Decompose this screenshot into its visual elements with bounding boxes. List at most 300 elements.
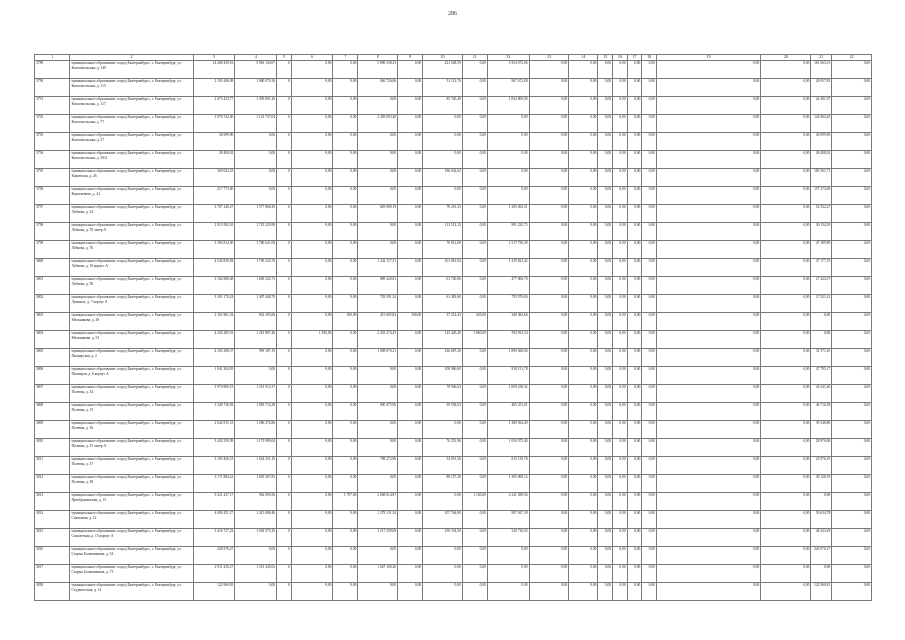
- value-cell: 2 642 815,31: [193, 421, 235, 439]
- value-cell: 0,00: [832, 313, 872, 331]
- value-cell: 0,00: [613, 331, 628, 349]
- value-cell: 369 632,25: [193, 169, 235, 187]
- value-cell: 0,00: [462, 151, 487, 169]
- value-cell: 0,00: [627, 403, 642, 421]
- value-cell: 0: [277, 583, 292, 601]
- value-cell: 0,00: [423, 421, 463, 439]
- value-cell: 0: [277, 403, 292, 421]
- value-cell: 0,00: [462, 439, 487, 457]
- value-cell: 1 242 117,31: [358, 259, 398, 277]
- value-cell: 250 334,50: [423, 529, 463, 547]
- value-cell: 0,00: [627, 385, 642, 403]
- value-cell: 0,00: [627, 331, 642, 349]
- data-table: [34, 54, 872, 601]
- table-row: [35, 475, 872, 493]
- value-cell: 0: [277, 421, 292, 439]
- value-cell: 0,00: [333, 187, 358, 205]
- row-number-cell: 3796: [35, 187, 70, 205]
- value-cell: 300,00: [333, 313, 358, 331]
- table-row: [35, 439, 872, 457]
- value-cell: 186 632,62: [423, 169, 463, 187]
- value-cell: 0,00: [656, 277, 760, 295]
- value-cell: 61 740,86: [423, 277, 463, 295]
- value-cell: 0: [277, 61, 292, 79]
- value-cell: 1 517 730,39: [487, 241, 529, 259]
- value-cell: 0,00: [598, 223, 613, 241]
- value-cell: 0,00: [832, 295, 872, 313]
- value-cell: 4 141 390,94: [487, 493, 529, 511]
- value-cell: 1 780 621,00: [235, 241, 277, 259]
- address-cell: муниципальное образование «город Екатеринбург», г. Екатеринбург, ул. Лобкова, д. 78 литер А: [70, 223, 193, 241]
- row-number-cell: 3806: [35, 367, 70, 385]
- value-cell: 0,00: [613, 367, 628, 385]
- value-cell: 39 346,80: [811, 421, 832, 439]
- value-cell: 0,00: [291, 205, 333, 223]
- value-cell: 0,00: [761, 493, 811, 511]
- value-cell: 0,00: [569, 475, 598, 493]
- value-cell: 5 896 538,23: [358, 61, 398, 79]
- value-cell: 0,00: [398, 133, 423, 151]
- value-cell: 0,00: [569, 133, 598, 151]
- value-cell: 0,00: [529, 583, 569, 601]
- value-cell: 0,00: [529, 529, 569, 547]
- value-cell: 0,00: [529, 493, 569, 511]
- value-cell: 0,00: [462, 79, 487, 97]
- value-cell: 0,00: [462, 115, 487, 133]
- address-cell: муниципальное образование «город Екатеринбург», г. Екатеринбург, ул. Комсомольская, д. 115: [70, 79, 193, 97]
- value-cell: 0,00: [613, 241, 628, 259]
- value-cell: 0,00: [529, 61, 569, 79]
- value-cell: 0: [277, 277, 292, 295]
- value-cell: 0,00: [761, 295, 811, 313]
- value-cell: 0,00: [613, 583, 628, 601]
- value-cell: 0,00: [487, 169, 529, 187]
- value-cell: 842 295,66: [235, 313, 277, 331]
- value-cell: 0,00: [627, 493, 642, 511]
- value-cell: 0,00: [569, 61, 598, 79]
- value-cell: 0,00: [642, 457, 657, 475]
- table-row: [35, 547, 872, 565]
- value-cell: 0,00: [569, 529, 598, 547]
- value-cell: 0,00: [569, 547, 598, 565]
- value-cell: 122 960,81: [193, 583, 235, 601]
- value-cell: 0,00: [423, 133, 463, 151]
- value-cell: 0,00: [358, 421, 398, 439]
- table-body: [35, 61, 872, 601]
- value-cell: 0,00: [656, 97, 760, 115]
- value-cell: 0,00: [333, 277, 358, 295]
- row-number-cell: 3808: [35, 403, 70, 421]
- value-cell: 0,00: [642, 133, 657, 151]
- value-cell: 0,00: [291, 61, 333, 79]
- row-number-cell: 3795: [35, 169, 70, 187]
- value-cell: 0,00: [291, 349, 333, 367]
- value-cell: 0,00: [462, 565, 487, 583]
- value-cell: 0,00: [832, 115, 872, 133]
- value-cell: 46 716,58: [811, 403, 832, 421]
- value-cell: 31 571,45: [811, 349, 832, 367]
- value-cell: 0,00: [627, 349, 642, 367]
- value-cell: 0,00: [642, 529, 657, 547]
- value-cell: 0,00: [487, 565, 529, 583]
- value-cell: 1 140,00: [462, 493, 487, 511]
- value-cell: 0,00: [598, 331, 613, 349]
- table-row: [35, 115, 872, 133]
- page-number: 286: [448, 11, 457, 17]
- value-cell: 415 685,82: [358, 313, 398, 331]
- data-table-container: [34, 54, 872, 601]
- value-cell: 0,00: [291, 421, 333, 439]
- value-cell: 0,00: [398, 61, 423, 79]
- row-number-cell: 3816: [35, 547, 70, 565]
- value-cell: 0,00: [398, 493, 423, 511]
- value-cell: 0: [277, 547, 292, 565]
- value-cell: 0,00: [642, 97, 657, 115]
- value-cell: 112 512,12: [423, 223, 463, 241]
- table-row: [35, 187, 872, 205]
- table-row: [35, 403, 872, 421]
- value-cell: 0,00: [529, 115, 569, 133]
- value-cell: 0,00: [613, 439, 628, 457]
- value-cell: 0,00: [423, 547, 463, 565]
- value-cell: 800 475,96: [358, 403, 398, 421]
- value-cell: 0,00: [832, 79, 872, 97]
- row-number-cell: 3817: [35, 565, 70, 583]
- value-cell: 0,00: [291, 403, 333, 421]
- value-cell: 47 795,17: [811, 367, 832, 385]
- value-cell: 0,00: [613, 565, 628, 583]
- value-cell: 50 654,78: [811, 511, 832, 529]
- value-cell: 962 090,56: [235, 493, 277, 511]
- value-cell: 0,00: [832, 511, 872, 529]
- value-cell: 0: [277, 385, 292, 403]
- address-cell: муниципальное образование «город Екатеринбург», г. Екатеринбург, ул. Самолетная, д. 15 корпус А: [70, 529, 193, 547]
- value-cell: 477 006,70: [487, 277, 529, 295]
- table-row: [35, 169, 872, 187]
- value-cell: 0,00: [627, 151, 642, 169]
- value-cell: 0,00: [656, 385, 760, 403]
- value-cell: 28 970,00: [811, 439, 832, 457]
- value-cell: 0,00: [656, 565, 760, 583]
- value-cell: 0,00: [761, 79, 811, 97]
- value-cell: 0,00: [832, 223, 872, 241]
- value-cell: 0,00: [462, 169, 487, 187]
- value-cell: 0,00: [642, 115, 657, 133]
- value-cell: 0,00: [811, 331, 832, 349]
- value-cell: 1 047 100,20: [358, 565, 398, 583]
- address-cell: муниципальное образование «город Екатеринбург», г. Екатеринбург, ул. Полевая, д. 36: [70, 421, 193, 439]
- value-cell: 0,00: [613, 97, 628, 115]
- value-cell: 85 740,48: [423, 97, 463, 115]
- value-cell: 0,00: [569, 367, 598, 385]
- value-cell: 1 860,00: [462, 331, 487, 349]
- address-cell: муниципальное образование «город Екатеринбург», г. Екатеринбург, ул. Короткевича, д. 24: [70, 187, 193, 205]
- value-cell: 5 963 130,07: [235, 61, 277, 79]
- value-cell: 1 173 999,04: [235, 439, 277, 457]
- table-row: [35, 565, 872, 583]
- value-cell: 0,00: [291, 457, 333, 475]
- value-cell: 2 433 274,45: [358, 331, 398, 349]
- value-cell: 0,00: [333, 439, 358, 457]
- address-cell: муниципальное образование «город Екатеринбург», г. Екатеринбург, ул. Пионеров, д. 6 корпус А: [70, 367, 193, 385]
- value-cell: 0,00: [398, 421, 423, 439]
- value-cell: 0,00: [656, 511, 760, 529]
- value-cell: 0,00: [832, 205, 872, 223]
- value-cell: 4 543 830,84: [193, 259, 235, 277]
- column-header: 10: [423, 55, 463, 61]
- address-cell: муниципальное образование «город Екатеринбург», г. Екатеринбург, ул. Полевая, д. 37: [70, 457, 193, 475]
- value-cell: 0,00: [656, 529, 760, 547]
- value-cell: 0,00: [291, 223, 333, 241]
- value-cell: 0,00: [598, 115, 613, 133]
- value-cell: 1 577 868,29: [235, 205, 277, 223]
- value-cell: 0,00: [598, 493, 613, 511]
- value-cell: 0,00: [529, 205, 569, 223]
- value-cell: 0,00: [656, 457, 760, 475]
- value-cell: 2 459 093,40: [358, 115, 398, 133]
- value-cell: 0,00: [642, 313, 657, 331]
- address-cell: муниципальное образование «город Екатеринбург», г. Екатеринбург, ул. Студенческая, д. 12: [70, 583, 193, 601]
- value-cell: 47 177,19: [811, 259, 832, 277]
- value-cell: 0,00: [333, 241, 358, 259]
- value-cell: 0,00: [333, 529, 358, 547]
- value-cell: 47 189,90: [811, 241, 832, 259]
- value-cell: 0,00: [598, 439, 613, 457]
- value-cell: 1 217 259,08: [358, 529, 398, 547]
- row-number-cell: 3813: [35, 493, 70, 511]
- column-header: 19: [656, 55, 760, 61]
- value-cell: 0,00: [569, 169, 598, 187]
- value-cell: 36 999,90: [193, 133, 235, 151]
- value-cell: 0,00: [398, 565, 423, 583]
- value-cell: 0,00: [291, 133, 333, 151]
- value-cell: 0,00: [291, 367, 333, 385]
- value-cell: 0,00: [627, 97, 642, 115]
- value-cell: 798 272,96: [358, 457, 398, 475]
- value-cell: 2 911 250,27: [193, 565, 235, 583]
- value-cell: 0,00: [627, 457, 642, 475]
- value-cell: 0,00: [627, 277, 642, 295]
- value-cell: 0,00: [398, 385, 423, 403]
- value-cell: 0,00: [642, 565, 657, 583]
- value-cell: 28 408,02: [193, 151, 235, 169]
- value-cell: 1 024 351,10: [235, 457, 277, 475]
- value-cell: 0,00: [656, 295, 760, 313]
- address-cell: муниципальное образование «город Екатеринбург», г. Екатеринбург, ул. Пионерская, д. 2: [70, 349, 193, 367]
- value-cell: 0,00: [333, 511, 358, 529]
- value-cell: 0,00: [832, 583, 872, 601]
- value-cell: 0,00: [627, 475, 642, 493]
- value-cell: 0,00: [761, 187, 811, 205]
- column-header: 17: [627, 55, 642, 61]
- value-cell: 0,00: [598, 97, 613, 115]
- value-cell: 0,00: [598, 259, 613, 277]
- value-cell: 0,00: [569, 277, 598, 295]
- address-cell: муниципальное образование «город Екатеринбург», г. Екатеринбург, ул. Лобкова, д. 76: [70, 241, 193, 259]
- value-cell: 20 957,83: [811, 79, 832, 97]
- value-cell: 0,00: [358, 151, 398, 169]
- value-cell: 0,00: [613, 403, 628, 421]
- row-number-cell: 3805: [35, 349, 70, 367]
- value-cell: 107 764,80: [423, 511, 463, 529]
- value-cell: 0,00: [462, 259, 487, 277]
- row-number-cell: 3793: [35, 133, 70, 151]
- value-cell: 1 008 670,21: [358, 349, 398, 367]
- value-cell: 0,00: [761, 205, 811, 223]
- value-cell: 0,00: [291, 475, 333, 493]
- value-cell: 0,00: [656, 151, 760, 169]
- value-cell: 0: [277, 133, 292, 151]
- value-cell: 0,00: [529, 133, 569, 151]
- column-header: 12: [487, 55, 529, 61]
- value-cell: 0,00: [333, 97, 358, 115]
- value-cell: 1 050 975,40: [487, 439, 529, 457]
- value-cell: 26 341,46: [811, 385, 832, 403]
- value-cell: 0,00: [398, 115, 423, 133]
- value-cell: 1 290,00: [291, 331, 333, 349]
- column-header: 21: [811, 55, 832, 61]
- value-cell: 0,00: [642, 151, 657, 169]
- value-cell: 0,00: [487, 583, 529, 601]
- value-cell: 1 289 564,49: [487, 421, 529, 439]
- value-cell: 0,00: [529, 79, 569, 97]
- value-cell: 0,00: [462, 529, 487, 547]
- column-header: 1: [35, 55, 70, 61]
- value-cell: 0,00: [598, 511, 613, 529]
- value-cell: 0: [277, 313, 292, 331]
- row-number-cell: 3794: [35, 151, 70, 169]
- value-cell: 0,00: [398, 583, 423, 601]
- value-cell: 0,00: [656, 259, 760, 277]
- address-cell: муниципальное образование «город Екатеринбург», г. Екатеринбург, ул. Полевая, д. 15: [70, 403, 193, 421]
- value-cell: 0,00: [487, 151, 529, 169]
- value-cell: 0: [277, 367, 292, 385]
- value-cell: 0,00: [656, 331, 760, 349]
- table-row: [35, 493, 872, 511]
- value-cell: 0,00: [627, 547, 642, 565]
- value-cell: 0,00: [642, 493, 657, 511]
- value-cell: 0,00: [832, 367, 872, 385]
- column-header: 13: [529, 55, 569, 61]
- value-cell: 0,00: [529, 151, 569, 169]
- value-cell: 1 351 912,37: [235, 385, 277, 403]
- value-cell: 0: [277, 151, 292, 169]
- value-cell: 0,00: [423, 151, 463, 169]
- row-number-cell: 3803: [35, 313, 70, 331]
- value-cell: 0,00: [832, 241, 872, 259]
- value-cell: 0,00: [398, 79, 423, 97]
- value-cell: 0,00: [832, 151, 872, 169]
- column-header: 6: [291, 55, 333, 61]
- address-cell: муниципальное образование «город Екатеринбург», г. Екатеринбург, ул. Комсомольская, д. 117: [70, 97, 193, 115]
- row-number-cell: 3799: [35, 241, 70, 259]
- table-row: [35, 421, 872, 439]
- value-cell: 0: [277, 169, 292, 187]
- address-cell: муниципальное образование «город Екатеринбург», г. Екатеринбург, ул. Комсомольская, д. 59/4: [70, 151, 193, 169]
- value-cell: 0,00: [642, 61, 657, 79]
- table-row: [35, 151, 872, 169]
- value-cell: 0,00: [569, 295, 598, 313]
- value-cell: 0,00: [642, 205, 657, 223]
- value-cell: 0,00: [656, 313, 760, 331]
- value-cell: 0,00: [569, 493, 598, 511]
- value-cell: 0,00: [529, 403, 569, 421]
- value-cell: 465 251,01: [487, 403, 529, 421]
- value-cell: 0,00: [333, 79, 358, 97]
- value-cell: 0,00: [235, 151, 277, 169]
- address-cell: муниципальное образование «город Екатеринбург», г. Екатеринбург, ул. Полевая, д. 15 литер А: [70, 439, 193, 457]
- value-cell: 0,00: [613, 457, 628, 475]
- value-cell: 78 946,03: [423, 385, 463, 403]
- value-cell: 967 672,00: [487, 79, 529, 97]
- value-cell: 0: [277, 115, 292, 133]
- value-cell: 0,00: [358, 169, 398, 187]
- value-cell: 0,00: [398, 97, 423, 115]
- value-cell: 0,00: [761, 547, 811, 565]
- value-cell: 48 433,29: [811, 529, 832, 547]
- row-number-cell: 3809: [35, 421, 70, 439]
- value-cell: 0: [277, 529, 292, 547]
- value-cell: 0,00: [398, 511, 423, 529]
- row-number-cell: 3807: [35, 385, 70, 403]
- value-cell: 3 707 140,27: [193, 205, 235, 223]
- row-number-cell: 3801: [35, 277, 70, 295]
- table-row: [35, 97, 872, 115]
- value-cell: 0,00: [642, 367, 657, 385]
- value-cell: 23 976,35: [811, 457, 832, 475]
- value-cell: 101 061,84: [423, 259, 463, 277]
- value-cell: 0,00: [569, 115, 598, 133]
- value-cell: 0,00: [642, 385, 657, 403]
- value-cell: 0,00: [462, 187, 487, 205]
- value-cell: 36 999,90: [811, 133, 832, 151]
- value-cell: 0,00: [358, 241, 398, 259]
- value-cell: 818 151,78: [487, 367, 529, 385]
- value-cell: 0,00: [423, 187, 463, 205]
- value-cell: 0,00: [598, 169, 613, 187]
- value-cell: 0,00: [832, 475, 872, 493]
- value-cell: 0,00: [761, 151, 811, 169]
- value-cell: 0,00: [613, 223, 628, 241]
- value-cell: 0,00: [333, 169, 358, 187]
- value-cell: 0,00: [761, 457, 811, 475]
- value-cell: 0,00: [358, 97, 398, 115]
- address-cell: муниципальное образование «город Екатеринбург», г. Екатеринбург, ул. Лобкова, д. 34: [70, 205, 193, 223]
- value-cell: 0,00: [656, 439, 760, 457]
- value-cell: 0,00: [569, 511, 598, 529]
- value-cell: 0,00: [398, 367, 423, 385]
- value-cell: 0,00: [656, 187, 760, 205]
- value-cell: 0,00: [613, 151, 628, 169]
- value-cell: 124 964,20: [811, 115, 832, 133]
- column-header: 18: [642, 55, 657, 61]
- value-cell: 0,00: [529, 565, 569, 583]
- value-cell: 37 214,43: [423, 313, 463, 331]
- column-header: 2: [70, 55, 193, 61]
- value-cell: 0,00: [613, 313, 628, 331]
- row-number-cell: 3798: [35, 223, 70, 241]
- value-cell: 0,00: [832, 349, 872, 367]
- value-cell: 308,00: [398, 313, 423, 331]
- value-cell: 0,00: [569, 241, 598, 259]
- table-row: [35, 205, 872, 223]
- value-cell: 236 687,20: [423, 349, 463, 367]
- value-cell: 0,00: [627, 79, 642, 97]
- value-cell: 0: [277, 349, 292, 367]
- value-cell: 0,00: [529, 277, 569, 295]
- value-cell: 0,00: [529, 421, 569, 439]
- value-cell: 0,00: [613, 61, 628, 79]
